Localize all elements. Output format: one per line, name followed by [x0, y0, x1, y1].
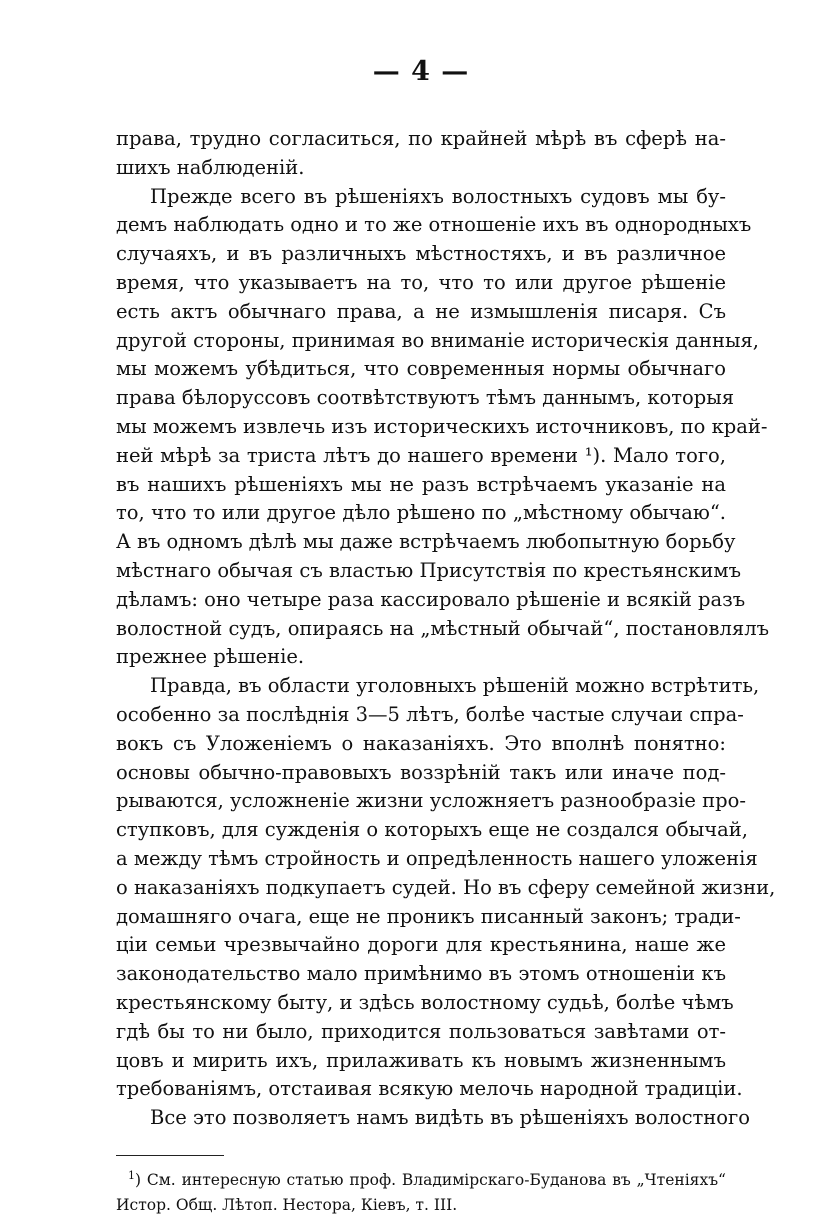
text-line: прежнее рѣшеніе.	[116, 645, 305, 669]
text-line: права бѣлоруссовъ соотвѣтствуютъ тѣмъ даннымъ, которыя	[116, 386, 735, 410]
text-line: а между тѣмъ стройность и опредѣленность нашего уложенія	[116, 846, 758, 870]
text-line: въ нашихъ рѣшеніяхъ мы не разъ встрѣчаемъ указаніе на	[116, 472, 726, 496]
footnote-marker: 1	[128, 1168, 135, 1182]
text-line: ціи семьи чрезвычайно дороги для крестьянина, наше же	[116, 933, 726, 957]
text-line: крестьянскому быту, и здѣсь волостному судьѣ, болѣе чѣмъ	[116, 990, 734, 1014]
text-line: время, что указываетъ на то, что то или другое рѣшеніе	[116, 270, 726, 294]
text-line: демъ наблюдать одно и то же отношеніе ихъ въ однородныхъ	[116, 213, 752, 237]
text-line: ней мѣрѣ за триста лѣтъ до нашего времени ¹). Мало того,	[116, 443, 726, 467]
text-line: другой стороны, принимая во вниманіе историческія данныя,	[116, 328, 759, 352]
text-line: волостной судъ, опираясь на „мѣстный обычай“, постановлялъ	[116, 616, 769, 640]
text-line: мы можемъ убѣдиться, что современныя нормы обычнаго	[116, 357, 726, 381]
text-line: цовъ и мирить ихъ, прилаживать къ новымъ жизненнымъ	[116, 1048, 726, 1072]
text-line: мѣстнаго обычая съ властью Присутствія по крестьянскимъ	[116, 558, 741, 582]
text-line: то, что то или другое дѣло рѣшено по „мѣстному обычаю“.	[116, 501, 726, 525]
text-line: о наказаніяхъ подкупаетъ судей. Но въ сферу семейной жизни,	[116, 875, 776, 899]
text-line: права, трудно согласиться, по крайней мѣрѣ въ сферѣ на-	[116, 127, 726, 150]
footnote	[116, 1168, 726, 1218]
text-line: Правда, въ области уголовныхъ рѣшеній можно встрѣтить,	[150, 674, 760, 698]
text-line: шихъ наблюденій.	[116, 155, 305, 179]
paragraph	[116, 1104, 750, 1133]
text-line: А въ одномъ дѣлѣ мы даже встрѣчаемъ любопытную борьбу	[116, 530, 736, 554]
text-line: вокъ съ Уложеніемъ о наказаніяхъ. Это вполнѣ понятно:	[116, 731, 726, 755]
text-line: случаяхъ, и въ различныхъ мѣстностяхъ, и въ различное	[116, 242, 726, 266]
footnote-divider	[116, 1155, 224, 1156]
text-line: гдѣ бы то ни было, приходится пользоваться завѣтами от-	[116, 1019, 726, 1043]
text-line: ступковъ, для сужденія о которыхъ еще не создался обычай,	[116, 818, 748, 842]
text-line: требованіямъ, отстаивая всякую мелочь народной традиціи.	[116, 1077, 743, 1101]
text-line: Прежде всего въ рѣшеніяхъ волостныхъ судовъ мы бу-	[150, 184, 726, 208]
text-line: мы можемъ извлечь изъ историческихъ источниковъ, по край-	[116, 414, 768, 438]
text-line: дѣламъ: оно четыре раза кассировало рѣшеніе и всякій разъ	[116, 587, 746, 611]
body-text	[116, 125, 776, 1133]
paragraph	[116, 183, 769, 673]
paragraph	[116, 125, 726, 183]
text-line: есть актъ обычнаго права, а не измышленія писаря. Съ	[116, 299, 726, 323]
footnote-line	[116, 1168, 726, 1193]
paragraph	[116, 672, 776, 1104]
book-page	[116, 56, 776, 1218]
page-number: — 4 —	[372, 56, 470, 87]
footnote-line: Истор. Общ. Лѣтоп. Нестора, Кіевъ, т. III.	[116, 1195, 458, 1214]
text-line: рываются, усложненіе жизни усложняетъ разнообразіе про-	[116, 789, 746, 813]
text-line: домашняго очага, еще не проникъ писанный законъ; тради-	[116, 904, 741, 928]
text-line: особенно за послѣднія 3—5 лѣтъ, болѣе частые случаи спра-	[116, 702, 744, 726]
text-line: законодательство мало примѣнимо въ этомъ отношеніи къ	[116, 962, 726, 986]
text-line: Все это позволяетъ намъ видѣть въ рѣшеніяхъ волостного	[150, 1106, 750, 1130]
text-line: основы обычно-правовыхъ воззрѣній такъ или иначе под-	[116, 760, 726, 784]
footnote-text: ) См. интересную статью проф. Владимірскаго-Буданова въ „Чтеніяхъ“	[135, 1170, 726, 1189]
